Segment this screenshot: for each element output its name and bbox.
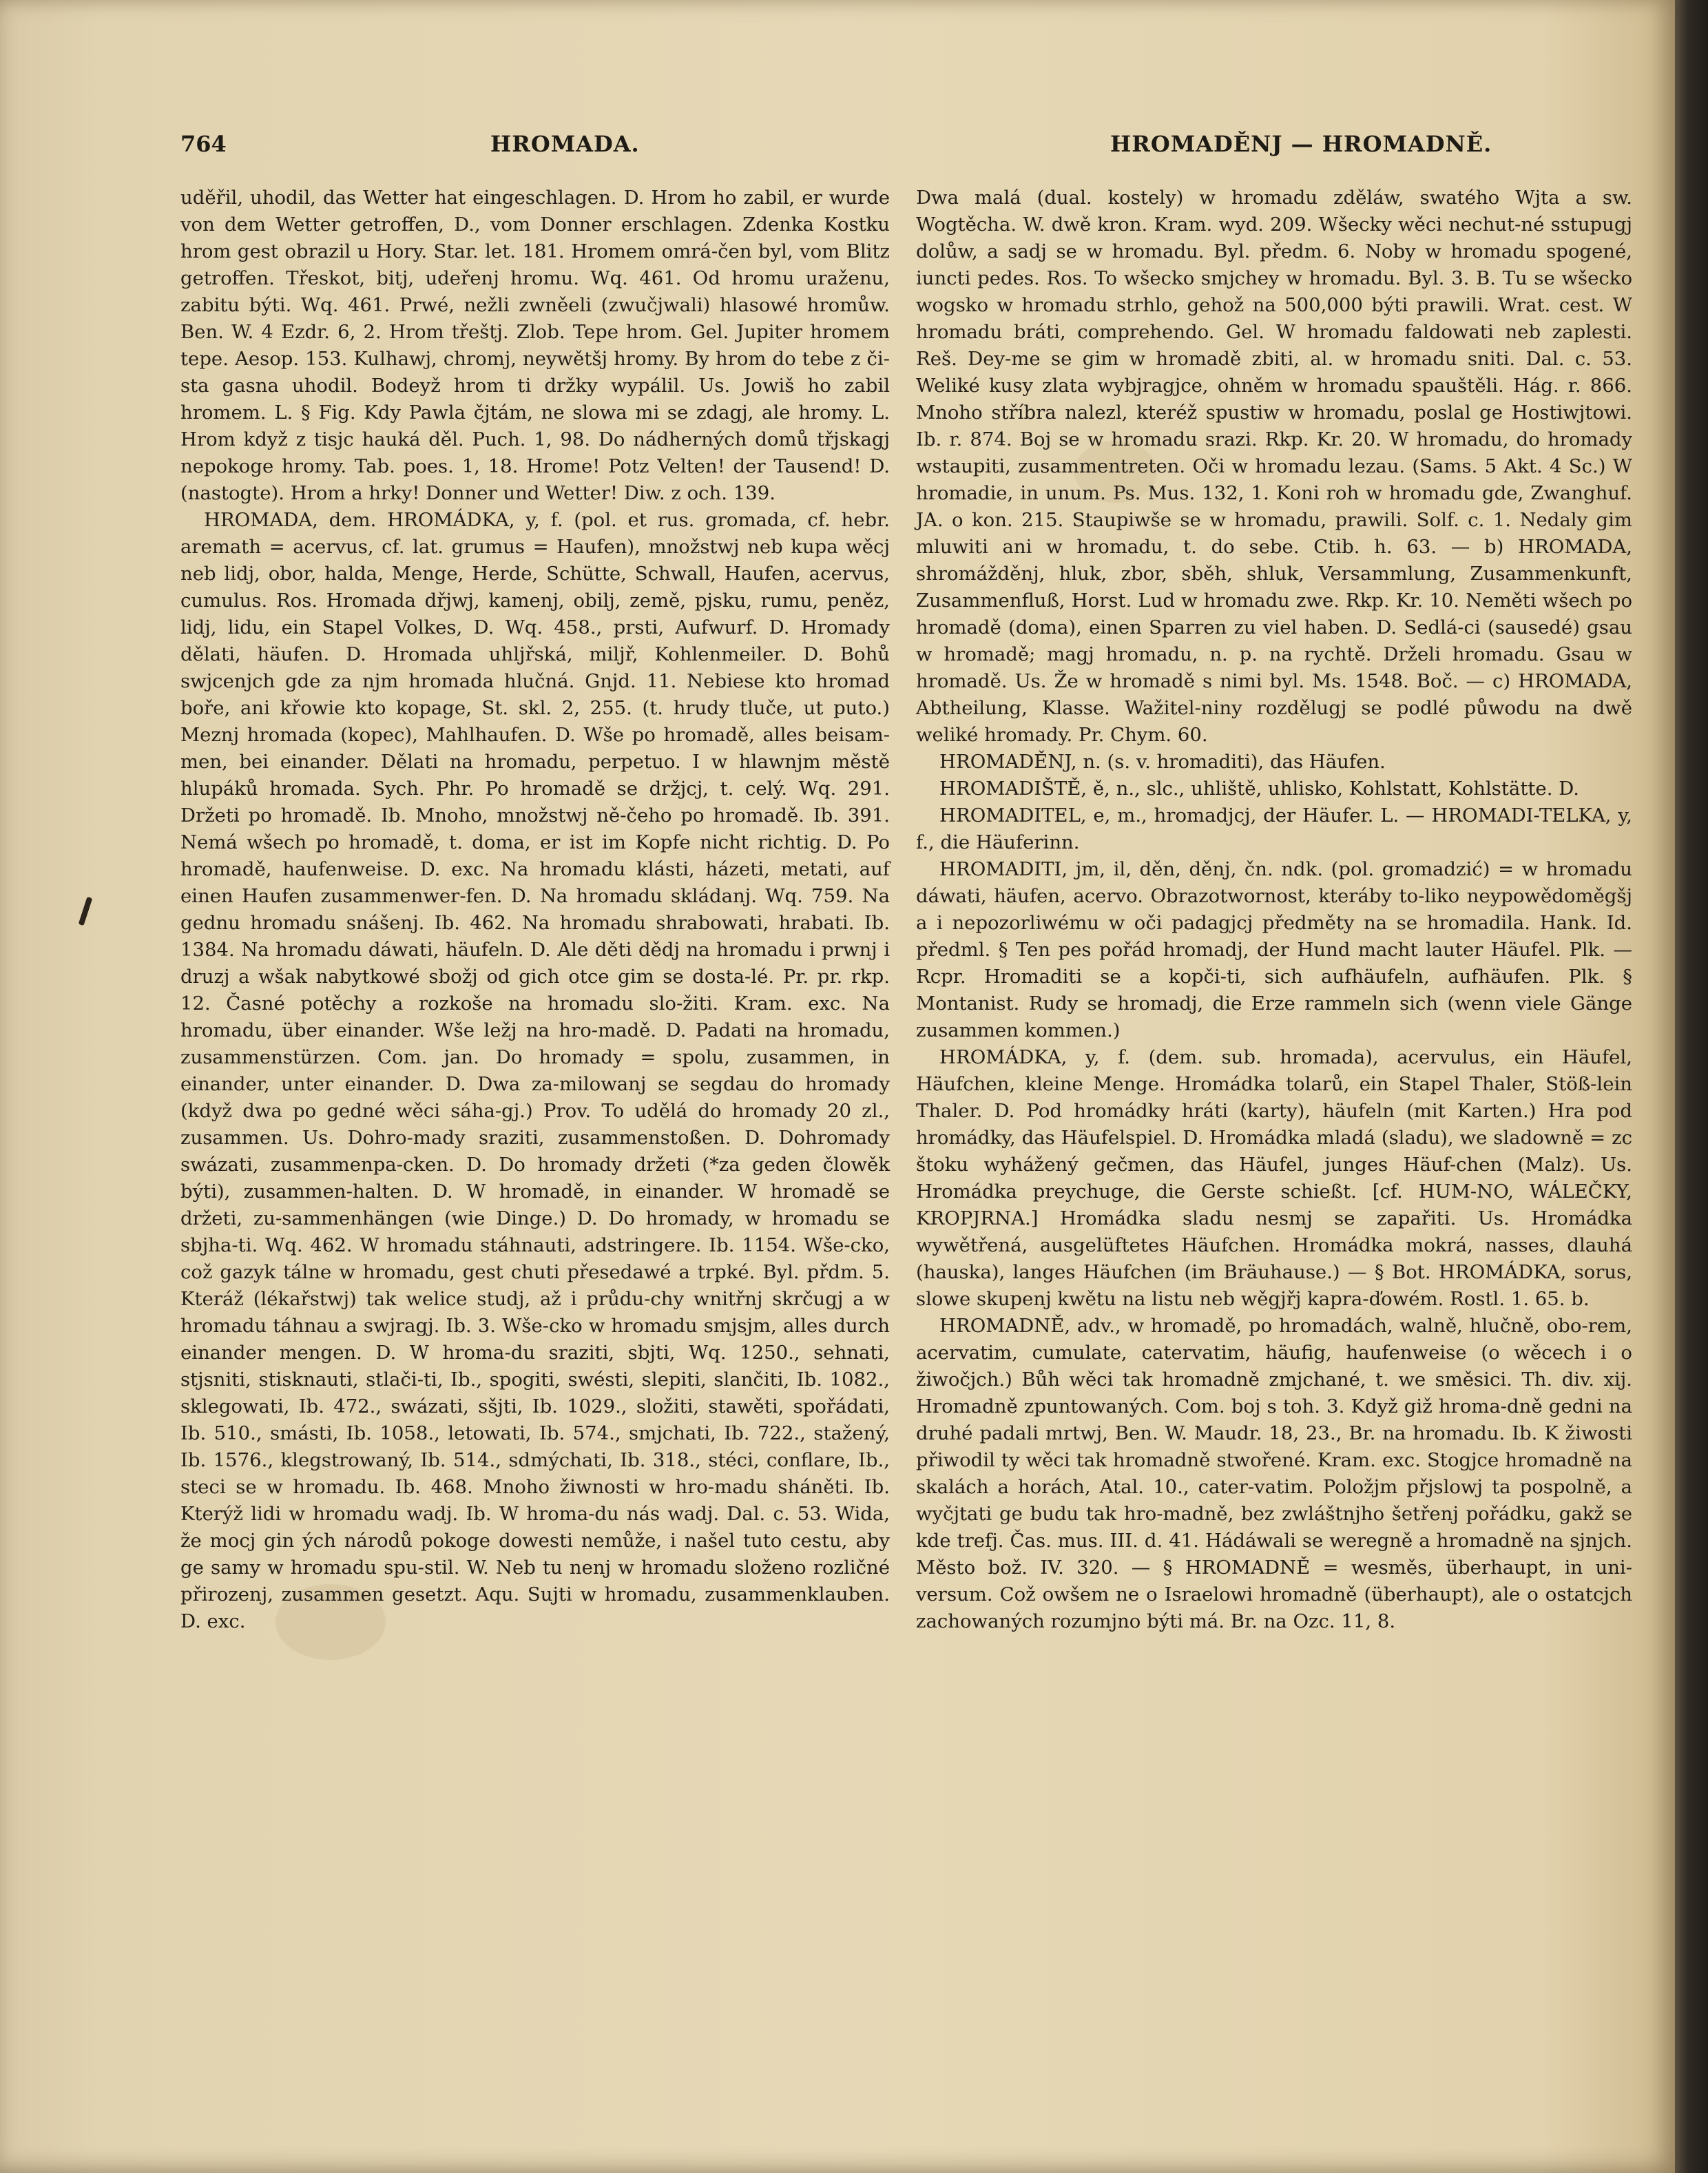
entry-paragraph: HROMADĚNJ, n. (s. v. hromaditi), das Häufen. xyxy=(939,751,1386,773)
entry-paragraph: HROMADNĚ, adv., w hromadě, po hromadách, walně, hlučně, obo-rem, acervatim, cumulate, catervatim, häufig, haufenweise (o wěcech i o žiwočjch.) Bůh wěci tak hromadně zmjchané, t. we směsici. Th. div. xij. Hromadně zpuntowaných. Com. boj s toh. 3. Když giž hroma-dně gedni na druhé padali mrtwj, Ben. W. Maudr. 18, 23., Br. na hromadu. Ib. K žiwosti přiwodil ty wěci tak hromadně stwořené. Kram. exc. Stogjce hromadně na skalách a horách, Atal. 10., cater-vatim. Položjm přjslowj ta pospolně, a wyčjtati ge budu tak hro-madně, bez zwláštnjho šetřenj pořádku, gakž se kde trefj. Čas. mus. III. d. 41. Hádáwali se weregně a hromadně na sjnjch. Město bož. IV. 320. — § HROMADNĚ = wesměs, überhaupt, in uni-versum. Což owšem ne o Israelowi hromadně (überhaupt), ale o ostatcjch zachowaných rozumjno býti má. Br. na Ozc. 11, 8. xyxy=(916,1315,1632,1632)
right-running-title: HROMADĚNJ — HROMADNĚ. xyxy=(1110,131,1492,157)
left-running-title: HROMADA. xyxy=(490,131,640,157)
entry-paragraph: HROMÁDKA, y, f. (dem. sub. hromada), acervulus, ein Häufel, Häufchen, kleine Menge. Hromádka tolarů, ein Stapel Thaler, Stöß-lein Thaler. D. Pod hromádky hráti (karty), häufeln (mit Karten.) Hra pod hromádky, das Häufelspiel. D. Hromádka mladá (sladu), we sladowně = zc štoku wyhážený gečmen, das Häufel, junges Häuf-chen (Malz). Us. Hromádka preychuge, die Gerste schießt. [cf. HUM-NO, WÁLEČKY, KROPJRNA.] Hromádka sladu nesmj se zapařiti. Us. Hromádka wywětřená, ausgelüftetes Häufchen. Hromádka mokrá, nasses, dlauhá (hauska), langes Häufchen (im Bräuhause.) — § Bot. HROMÁDKA, sorus, slowe skupenj kwětu na listu neb wěgjřj kapra-ďowém. Rostl. 1. 65. b. xyxy=(916,1046,1632,1310)
right-column xyxy=(916,185,1632,1635)
entry-paragraph: HROMADITI, jm, il, děn, děnj, čn. ndk. (pol. gromadzić) = w hromadu dáwati, häufen, acervo. Obrazotwornost, kteráby to-liko neypowědoměgšj a i nepozorliwému w oči padagjcj předměty na se hromadila. Hank. Id. předml. § Ten pes pořád hromadj, der Hund macht lauter Häufel. Plk. — Rcpr. Hromaditi se a kopči-ti, sich aufhäufeln, aufhäufen. Plk. § Montanist. Rudy se hromadj, die Erze rammeln sich (wenn viele Gänge zusammen kommen.) xyxy=(916,858,1632,1041)
page-number: 764 xyxy=(180,131,227,157)
left-column xyxy=(180,185,890,1635)
margin-pencil-mark xyxy=(79,897,93,926)
entry-paragraph: HROMADA, dem. HROMÁDKA, y, f. (pol. et rus. gromada, cf. hebr. aremath = acervus, cf. lat. grumus = Haufen), množstwj neb kupa wěcj neb lidj, obor, halda, Menge, Herde, Schütte, Schwall, Haufen, acervus, cumulus. Ros. Hromada dřjwj, kamenj, obilj, země, pjsku, rumu, peněz, lidj, lidu, ein Stapel Volkes, D. Wq. 458., prsti, Aufwurf. D. Hromady dělati, häufen. D. Hromada uhljřská, miljř, Kohlenmeiler. D. Bohů swjcenjch gde za njm hromada hlučná. Gnjd. 11. Nebiese kto hromad boře, ani křowie kto kopage, St. skl. 2, 255. (t. hrudy tluče, ut puto.) Meznj hromada (kopec), Mahlhaufen. D. Wše po hromadě, alles beisam-men, bei einander. Dělati na hromadu, perpetuo. I w hlawnjm městě hlupáků hromada. Sych. Phr. Po hromadě se držjcj, t. celý. Wq. 291. Držeti po hromadě. Ib. Mnoho, množstwj ně-čeho po hromadě. Ib. 391. Nemá wšech po hromadě, t. doma, er ist im Kopfe nicht richtig. D. Po hromadě, haufenweise. D. exc. Na hromadu klásti, házeti, metati, auf einen Haufen zusammenwer-fen. D. Na hromadu skládanj. Wq. 759. Na gednu hromadu snášenj. Ib. 462. Na hromadu shrabowati, hrabati. Ib. 1384. Na hromadu dáwati, häufeln. D. Ale děti dědj na hromadu i prwnj i druzj a wšak nabytkowé sbožj od gich otce gim se dosta-lé. Pr. pr. rkp. 12. Časné potěchy a rozkoše na hromadu slo-žiti. Kram. exc. Na hromadu, über einander. Wše ležj na hro-madě. D. Padati na hromadu, zusammenstürzen. Com. jan. Do hromady = spolu, zusammen, in einander, unter einander. D. Dwa za-milowanj se segdau do hromady (když dwa po gedné wěci sáha-gj.) Prov. To udělá do hromady 20 zl., zusammen. Us. Dohro-mady sraziti, zusammenstoßen. D. Dohromady swázati, zusammenpa-cken. D. Do hromady držeti (*za geden člowěk býti), zusammen-halten. D. W hromadě, in einander. W hromadě se držeti, zu-sammenhängen (wie Dinge.) D. Do hromady, w hromadu se sbjha-ti. Wq. 462. W hromadu stáhnauti, adstringere. Ib. 1154. Wše-cko, což gazyk tálne w hromadu, gest chuti přesedawé a trpké. Byl. přdm. 5. Kteráž (lékařstwj) tak welice studj, až i průdu-chy wnitřnj skrčugj a w hromadu táhnau a swjragj. Ib. 3. Wše-cko w hromadu smjsjm, alles durch einander mengen. D. W hroma-du sraziti, sbjti, Wq. 1250., sehnati, stjsniti, stisknauti, stlači-ti, Ib., spogiti, swésti, slepiti, slančiti, Ib. 1082., sklegowati, Ib. 472., swázati, sšjti, Ib. 1029., složiti, stawěti, spořádati, Ib. 510., smásti, Ib. 1058., letowati, Ib. 574., smjchati, Ib. 722., stažený, Ib. 1576., klegstrowaný, Ib. 514., sdmýchati, Ib. 318., stéci, conflare, Ib., steci se w hromadu. Ib. 468. Mnoho žiwnosti w hro-madu sháněti. Ib. Kterýž lidi w hromadu wadj. Ib. W hroma-du nás wadj. Dal. c. 53. Wida, že mocj gin ých národů pokoge dowesti nemůže, i našel tuto cestu, aby ge samy w hromadu spu-stil. W. Neb tu nenj w hromadu složeno rozličné přirozenj, zusammen gesetzt. Aqu. Sujti w hromadu, zusammenklauben. D. exc. xyxy=(180,509,890,1632)
running-header xyxy=(180,131,1613,165)
entry-paragraph: HROMADIŠTĚ, ě, n., slc., uhliště, uhlisko, Kohlstatt, Kohlstätte. D. xyxy=(939,778,1579,800)
entry-paragraph: Dwa malá (dual. kostely) w hromadu zděláw, swatého Wjta a sw. Wogtěcha. W. dwě kron. Kram. wyd. 209. Wšecky wěci nechut-né sstupugj dolůw, a sadj se w hromadu. Byl. předm. 6. Noby w hromadu spogené, iuncti pedes. Ros. To wšecko smjchey w hromadu. Byl. 3. B. Tu se wšecko wogsko w hromadu strhlo, gehož na 500,000 býti prawili. Wrat. cest. W hromadu bráti, comprehendo. Gel. W hromadu faldowati neb zaplesti. Reš. Dey-me se gim w hromadě zbiti, al. w hromadu sniti. Dal. c. 53. Weliké kusy zlata wybjragjce, ohněm w hromadu spauštěli. Hág. r. 866. Mnoho stříbra nalezl, kteréž spustiw w hromadu, poslal ge Hostiwjtowi. Ib. r. 874. Boj se w hromadu srazi. Rkp. Kr. 20. W hromadu, do hromady wstaupiti, zusammentreten. Oči w hromadu lezau. (Sams. 5 Akt. 4 Sc.) W hromadie, in unum. Ps. Mus. 132, 1. Koni roh w hromadu gde, Zwanghuf. JA. o kon. 215. Staupiwše se w hromadu, prawili. Solf. c. 1. Nedaly gim mluwiti ani w hromadu, t. do sebe. Ctib. h. 63. — b) HROMADA, shromážděnj, hluk, zbor, sběh, shluk, Versammlung, Zusammenkunft, Zusammenfluß, Horst. Lud w hromadu zwe. Rkp. Kr. 10. Neměti wšech po hromadě (doma), einen Sparren zu viel haben. D. Sedlá-ci (sausedé) gsau w hromadě; magj hromadu, n. p. na rychtě. Drželi hromadu. Gsau w hromadě. Us. Že w hromadě s nimi byl. Ms. 1548. Boč. — c) HROMADA, Abtheilung, Klasse. Wažitel-niny rozdělugj se podlé půwodu na dwě weliké hromady. Pr. Chym. 60. xyxy=(916,187,1632,746)
book-gutter xyxy=(1675,0,1708,2173)
entry-paragraph: uděřil, uhodil, das Wetter hat eingeschlagen. D. Hrom ho zabil, er wurde von dem Wetter getroffen, D., vom Donner erschlagen. Zdenka Kostku hrom gest obrazil u Hory. Star. let. 181. Hromem omrá-čen byl, vom Blitz getroffen. Třeskot, bitj, udeřenj hromu. Wq. 461. Od hromu uraženu, zabitu býti. Wq. 461. Prwé, nežli zwněeli (zwučjwali) hlasowé hromůw. Ben. W. 4 Ezdr. 6, 2. Hrom třeštj. Zlob. Tepe hrom. Gel. Jupiter hromem tepe. Aesop. 153. Kulhawj, chromj, neywětšj hromy. By hrom do tebe z či-sta gasna uhodil. Bodeyž hrom ti držky wypálil. Us. Jowiš ho zabil hromem. L. § Fig. Kdy Pawla čjtám, ne slowa mi se zdagj, ale hromy. L. Hrom když z tisjc hauká děl. Puch. 1, 98. Do nádherných domů třjskagj nepokoge hromy. Tab. poes. 1, 18. Hrome! Potz Velten! der Tausend! D. (nastogte). Hrom a hrky! Donner und Wetter! Diw. z och. 139. xyxy=(180,187,890,504)
entry-paragraph: HROMADITEL, e, m., hromadjcj, der Häufer. L. — HROMADI-TELKA, y, f., die Häuferinn. xyxy=(916,804,1632,853)
